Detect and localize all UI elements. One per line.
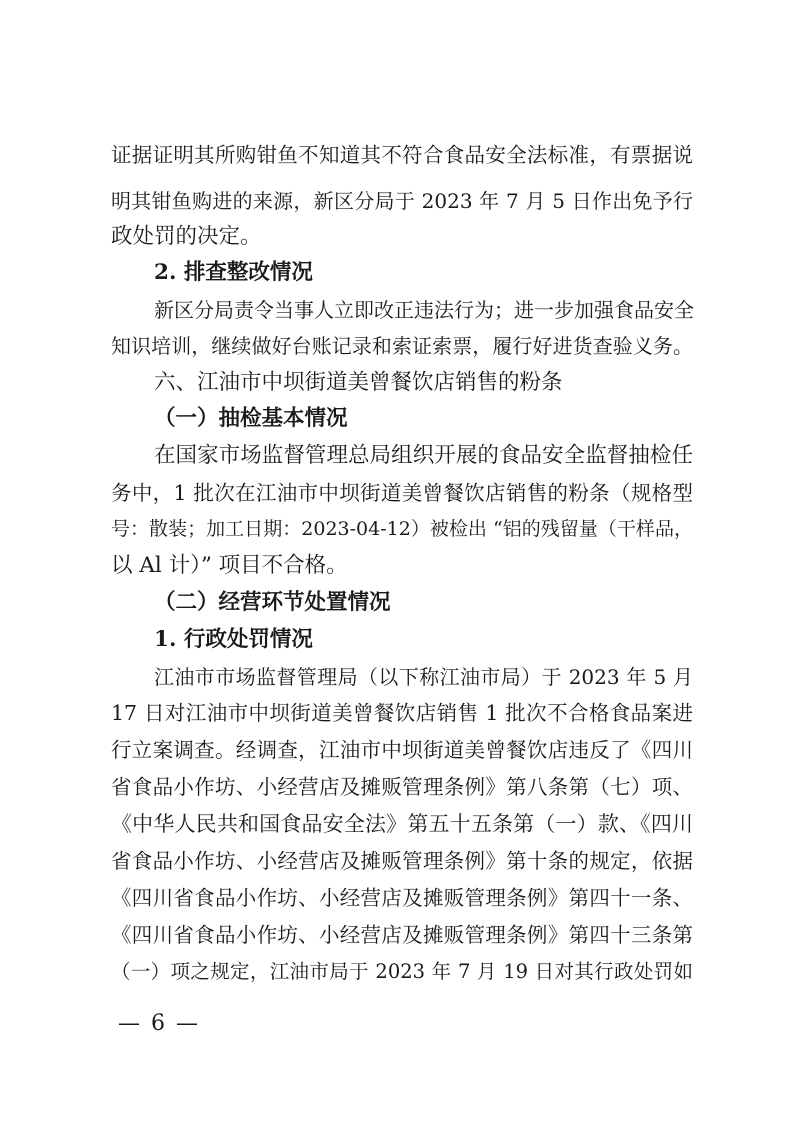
body-text-line: 政处罚的决定。 [111,224,262,249]
section-heading: 1. 行政处罚情况 [154,627,313,652]
body-text-line: 《四川省食品小作坊、小经营店及摊贩管理条例》第四十三条第 [111,923,693,947]
body-text-line: 省食品小作坊、小经营店及摊贩管理条例》第十条的规定，依据 [111,849,693,873]
section-heading: 六、江油市中坝街道美曾餐饮店销售的粉条 [154,370,563,395]
body-text-line: 新区分局责令当事人立即改正违法行为；进一步加强食品安全 [154,298,694,322]
section-heading: （一）抽检基本情况 [154,406,348,431]
body-text-line: 在国家市场监督管理总局组织开展的食品安全监督抽检任 [154,443,693,468]
section-heading: （二）经营环节处置情况 [154,590,391,615]
body-text-line: 证据证明其所购钳鱼不知道其不符合食品安全法标准，有票据说 [111,143,693,167]
body-text-line: 江油市市场监督管理局（以下称江油市局）于 2023 年 5 月 [154,665,693,689]
body-text-line: 17 日对江油市中坝街道美曾餐饮店销售 1 批次不合格食品案进 [111,701,693,725]
body-text-line: 明其钳鱼购进的来源，新区分局于 2023 年 7 月 5 日作出免予行 [111,189,693,213]
body-text-line: 号：散装；加工日期：2023-04-12）被检出 “铝的残留量（干样品， [111,518,693,540]
body-text-line: 《四川省食品小作坊、小经营店及摊贩管理条例》第四十一条、 [111,886,693,910]
body-text-line: 务中，1 批次在江油市中坝街道美曾餐饮店销售的粉条（规格型 [111,481,693,505]
body-text-line: （一）项之规定，江油市局于 2023 年 7 月 19 日对其行政处罚如 [111,960,693,983]
section-heading: 2. 排查整改情况 [154,260,313,285]
body-text-line: 行立案调查。经调查，江油市中坝街道美曾餐饮店违反了《四川 [111,738,693,762]
page-number: — 6 — [118,1011,200,1036]
body-text-line: 以 Al 计）” 项目不合格。 [111,553,348,578]
body-text-line: 《中华人民共和国食品安全法》第五十五条第（一）款、《四川 [111,812,693,836]
body-text-line: 知识培训，继续做好台账记录和索证索票，履行好进货查验义务。 [111,334,693,358]
body-text-line: 省食品小作坊、小经营店及摊贩管理条例》第八条第（七）项、 [111,775,693,799]
